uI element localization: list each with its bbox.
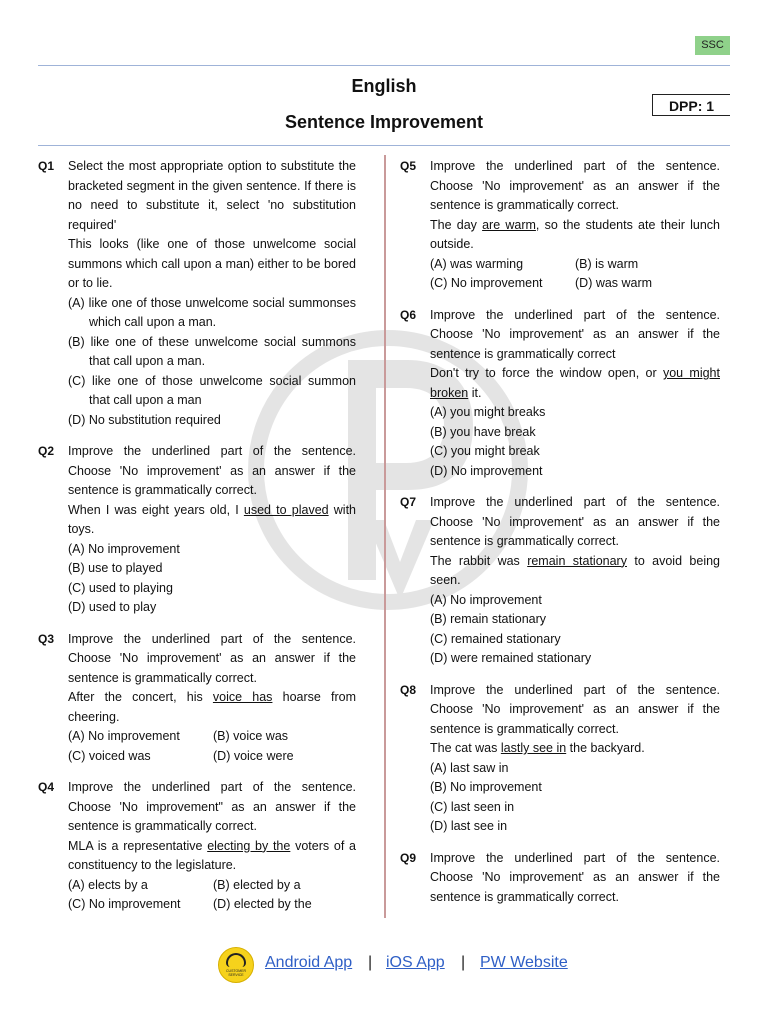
column-divider bbox=[384, 155, 386, 918]
question-block bbox=[400, 306, 720, 482]
option[interactable]: (C) last seen in bbox=[430, 799, 515, 814]
options-grid bbox=[430, 255, 720, 294]
question-number: Q3 bbox=[38, 631, 55, 646]
topic-title: Sentence Improvement bbox=[284, 112, 484, 132]
option[interactable]: (B) elected by a bbox=[213, 877, 301, 892]
pw-website-link[interactable]: PW Website bbox=[480, 954, 568, 971]
header-rule bbox=[38, 65, 730, 66]
question-block bbox=[400, 493, 720, 669]
question-sentence: The day are warm, so the students ate their lunch outside. bbox=[430, 217, 721, 251]
underlined-segment: you might broken bbox=[430, 366, 720, 400]
footer-separator: | bbox=[461, 954, 466, 971]
question-sentence: The rabbit was remain stationary to avoid being seen. bbox=[430, 553, 720, 587]
option[interactable]: (C) No improvement bbox=[430, 276, 543, 290]
question-instruction: Select the most appropriate option to substitute the bracketed segment in the given sentence. If there is no need to substitute it, select 'no substitution required' bbox=[68, 159, 356, 232]
question-sentence: When I was eight years old, I used to plaved with toys. bbox=[68, 502, 357, 536]
option[interactable]: (D) used to play bbox=[68, 600, 157, 614]
option[interactable]: (A) No improvement bbox=[68, 541, 180, 556]
options-grid bbox=[68, 727, 356, 766]
option[interactable]: (A) No improvement bbox=[68, 729, 180, 743]
headset-icon bbox=[226, 953, 246, 967]
option[interactable]: (B) voice was bbox=[213, 729, 289, 743]
logo-caption: CUSTOMER SERVICE bbox=[226, 969, 246, 977]
dpp-label: DPP: 1 bbox=[652, 94, 730, 116]
question-number: Q9 bbox=[400, 850, 417, 865]
question-instruction: Improve the underlined part of the sentence. Choose 'No improvement' as an answer if the sentence is grammatically correct bbox=[430, 307, 720, 361]
option[interactable]: (A) No improvement bbox=[430, 592, 542, 607]
option[interactable]: (B) No improvement bbox=[430, 780, 542, 794]
options-grid bbox=[68, 876, 356, 915]
option[interactable]: (D) No improvement bbox=[430, 463, 543, 478]
underlined-segment: remain stationary bbox=[527, 553, 627, 568]
question-block bbox=[400, 849, 720, 908]
question-sentence: After the concert, his voice has hoarse from cheering. bbox=[68, 690, 357, 724]
option[interactable]: (D) last see in bbox=[430, 819, 508, 833]
question-block bbox=[38, 630, 356, 767]
question-number: Q7 bbox=[400, 495, 417, 509]
option[interactable]: (B) you have break bbox=[430, 424, 536, 439]
option[interactable]: (A) you might breaks bbox=[430, 405, 546, 419]
ios-app-link[interactable]: iOS App bbox=[386, 954, 445, 971]
question-block bbox=[38, 157, 356, 430]
left-column bbox=[38, 157, 356, 927]
option[interactable]: (B) use to played bbox=[68, 561, 163, 575]
option[interactable]: (A) like one of those unwelcome social summonses which call upon a man. bbox=[68, 295, 356, 329]
question-number: Q4 bbox=[38, 780, 55, 794]
subject-title: English bbox=[351, 76, 417, 96]
question-instruction: Improve the underlined part of the sentence. Choose 'No improvement' as an answer if the sentence is grammatically correct. bbox=[68, 631, 356, 685]
option[interactable]: (D) were remained stationary bbox=[430, 651, 592, 665]
option[interactable]: (B) is warm bbox=[575, 256, 639, 271]
underlined-segment: used to plaved bbox=[243, 502, 329, 517]
option[interactable]: (C) used to playing bbox=[68, 580, 173, 595]
option[interactable]: (D) was warm bbox=[575, 276, 653, 290]
option[interactable]: (D) elected by the bbox=[213, 897, 312, 911]
question-number: Q8 bbox=[400, 682, 417, 697]
question-instruction: Improve the underlined part of the sentence. Choose 'No improvement' as an answer if the sentence is grammatically correct. bbox=[430, 682, 720, 736]
option[interactable]: (C) like one of those unwelcome social summon that call upon a man bbox=[68, 373, 356, 407]
section-rule bbox=[38, 145, 730, 146]
option[interactable]: (C) voiced was bbox=[68, 748, 151, 763]
option[interactable]: (A) was warming bbox=[430, 256, 524, 271]
option[interactable]: (C) you might break bbox=[430, 444, 540, 458]
question-sentence: The cat was lastly see in the backyard. bbox=[430, 741, 645, 755]
question-instruction: Improve the underlined part of the sentence. Choose 'No improvement' as an answer if the sentence is grammatically correct. bbox=[68, 444, 356, 497]
question-number: Q5 bbox=[400, 159, 417, 173]
footer bbox=[0, 946, 768, 984]
question-number: Q2 bbox=[38, 444, 55, 458]
question-block bbox=[38, 442, 356, 618]
question-instruction: Improve the underlined part of the sentence. Choose 'No improvement' as an answer if the sentence is grammatically correct. bbox=[430, 159, 720, 212]
footer-separator: | bbox=[368, 954, 373, 971]
option[interactable]: (A) last saw in bbox=[430, 760, 509, 775]
right-column bbox=[400, 157, 720, 919]
question-number: Q1 bbox=[38, 159, 55, 173]
option[interactable]: (D) voice were bbox=[213, 748, 294, 763]
question-sentence: This looks (like one of those unwelcome social summons which call upon a man) either to be bored or to lie. bbox=[68, 237, 356, 290]
exam-badge: SSC bbox=[695, 36, 730, 55]
option[interactable]: (C) remained stationary bbox=[430, 631, 561, 646]
underlined-segment: voice has bbox=[212, 690, 273, 704]
android-app-link[interactable]: Android App bbox=[265, 954, 353, 971]
option[interactable]: (C) No improvement bbox=[68, 897, 181, 911]
question-sentence: Don't try to force the window open, or you might broken it. bbox=[430, 366, 720, 400]
question-block bbox=[400, 681, 720, 837]
question-number: Q6 bbox=[400, 307, 417, 322]
question-instruction: Improve the underlined part of the sentence. Choose 'No improvement' as an answer if the sentence is grammatically correct. bbox=[430, 850, 720, 904]
option[interactable]: (B) remain stationary bbox=[430, 612, 547, 626]
question-block bbox=[38, 778, 356, 915]
underlined-segment: lastly see in bbox=[500, 741, 567, 755]
question-instruction: Improve the underlined part of the sentence. Choose 'No improvement" as an answer if the sentence is grammatically correct. bbox=[68, 780, 356, 833]
question-sentence: MLA is a representative electing by the voters of a constituency to the legislature. bbox=[68, 838, 356, 872]
question-block bbox=[400, 157, 720, 294]
question-instruction: Improve the underlined part of the sentence. Choose 'No improvement' as an answer if the sentence is grammatically correct. bbox=[430, 495, 720, 548]
option[interactable]: (B) like one of these unwelcome social summons that call upon a man. bbox=[68, 334, 356, 368]
underlined-segment: are warm bbox=[482, 217, 536, 232]
option[interactable]: (D) No substitution required bbox=[68, 412, 221, 427]
underlined-segment: electing by the bbox=[207, 838, 291, 853]
customer-service-logo-icon[interactable] bbox=[218, 947, 254, 983]
option[interactable]: (A) elects by a bbox=[68, 877, 148, 892]
